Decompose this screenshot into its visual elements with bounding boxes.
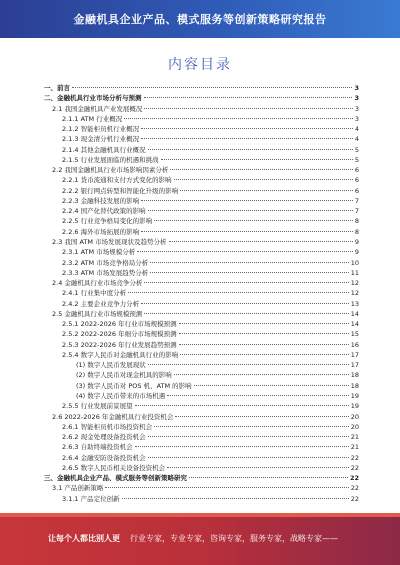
toc-entry-label: 2.1.4 其他金融机具行业概况 bbox=[62, 145, 146, 154]
toc-dot-leader bbox=[141, 128, 353, 129]
toc-entry[interactable] bbox=[44, 247, 359, 257]
toc-entry-page: 19 bbox=[350, 402, 359, 411]
toc-entry-label: (3) 数字人民币对 POS 机、ATM 的影响 bbox=[76, 381, 192, 390]
toc-entry[interactable] bbox=[44, 381, 359, 391]
toc-dot-leader bbox=[148, 210, 353, 211]
toc-dot-leader bbox=[170, 169, 352, 170]
toc-entry[interactable] bbox=[44, 463, 359, 473]
toc-entry-page: 5 bbox=[354, 145, 359, 154]
toc-entry-label: 2.6.1 智能柜员机市场投资机会 bbox=[62, 422, 153, 431]
toc-entry-page: 13 bbox=[350, 299, 359, 308]
toc-entry-page: 7 bbox=[354, 196, 359, 205]
toc-entry-page: 18 bbox=[350, 371, 359, 380]
toc-entry-label: 2.2.3 金融科技发展的影响 bbox=[62, 196, 140, 205]
toc-dot-leader bbox=[180, 354, 349, 355]
toc-entry-label: 2.6.2 现金处理设备投资机会 bbox=[62, 433, 146, 442]
toc-dot-leader bbox=[128, 292, 349, 293]
toc-entry[interactable] bbox=[44, 473, 359, 483]
toc-entry-page: 15 bbox=[350, 330, 359, 339]
toc-entry-label: 2.2.2 银行网点转型和智能化升级的影响 bbox=[62, 186, 179, 195]
toc-dot-leader bbox=[141, 303, 349, 304]
toc-entry-page: 9 bbox=[354, 248, 359, 257]
toc-entry-label: 2.4 金融机具行业市场竞争分析 bbox=[52, 279, 143, 288]
toc-entry[interactable] bbox=[44, 134, 359, 144]
toc-entry-label: 2.5 金融机具行业市场规模预测 bbox=[52, 309, 143, 318]
toc-entry-label: 2.6.4 金融安防设备投资机会 bbox=[62, 453, 146, 462]
table-of-contents bbox=[44, 83, 359, 504]
toc-entry[interactable] bbox=[44, 350, 359, 360]
toc-entry[interactable] bbox=[44, 165, 359, 175]
toc-dot-leader bbox=[161, 159, 353, 160]
toc-entry-page: 20 bbox=[350, 422, 359, 431]
toc-entry-page: 12 bbox=[350, 289, 359, 298]
toc-entry[interactable] bbox=[44, 145, 359, 155]
toc-entry-label: 2.2.5 行业竞争格局变化的影响 bbox=[62, 217, 153, 226]
toc-dot-leader bbox=[144, 108, 352, 109]
toc-entry[interactable] bbox=[44, 391, 359, 401]
toc-entry[interactable] bbox=[44, 227, 359, 237]
toc-entry-page: 17 bbox=[350, 361, 359, 370]
toc-entry-label: 2.2 我国金融机具行业市场影响因素分析 bbox=[52, 166, 169, 175]
toc-entry[interactable] bbox=[44, 196, 359, 206]
toc-dot-leader bbox=[174, 179, 353, 180]
toc-entry-page: 14 bbox=[350, 309, 359, 318]
toc-entry-page: 9 bbox=[354, 237, 359, 246]
toc-entry[interactable] bbox=[44, 319, 359, 329]
toc-entry-label: 2.5.2 2022-2026 年细分市场规模预测 bbox=[62, 330, 177, 339]
toc-entry-label: 2.2.4 国产化替代政策的影响 bbox=[62, 207, 146, 216]
toc-entry-label: 2.4.1 行业集中度分析 bbox=[62, 289, 127, 298]
toc-dot-leader bbox=[148, 436, 349, 437]
toc-dot-leader bbox=[175, 416, 348, 417]
toc-entry[interactable] bbox=[44, 278, 359, 288]
toc-dot-leader bbox=[122, 498, 349, 499]
toc-dot-leader bbox=[154, 220, 353, 221]
toc-entry-page: 8 bbox=[354, 217, 359, 226]
toc-dot-leader bbox=[154, 426, 349, 427]
toc-entry-page: 5 bbox=[354, 155, 359, 164]
footer-tagline: 行业专家，专业专家，咨询专家，服务专家，战略专家—— bbox=[130, 534, 338, 543]
toc-entry-page: 10 bbox=[350, 258, 359, 267]
toc-dot-leader bbox=[141, 231, 353, 232]
toc-entry[interactable] bbox=[44, 453, 359, 463]
toc-dot-leader bbox=[144, 97, 353, 98]
toc-entry-page: 6 bbox=[354, 186, 359, 195]
toc-entry-label: 2.3 我国 ATM 市场发展现状及趋势分析 bbox=[52, 237, 167, 246]
toc-dot-leader bbox=[124, 118, 353, 119]
toc-entry-page: 4 bbox=[354, 125, 359, 134]
toc-entry[interactable] bbox=[44, 175, 359, 185]
toc-entry[interactable] bbox=[44, 268, 359, 278]
toc-entry-label: 3.1.1 产品定位创新 bbox=[62, 494, 120, 503]
toc-entry-label: 2.5.1 2022-2026 年行业市场规模预测 bbox=[62, 320, 177, 329]
toc-entry-page: 21 bbox=[350, 443, 359, 452]
toc-entry[interactable] bbox=[44, 401, 359, 411]
toc-dot-leader bbox=[179, 344, 349, 345]
toc-dot-leader bbox=[144, 313, 348, 314]
toc-entry-label: 2.1.2 智能柜员机行业概况 bbox=[62, 125, 140, 134]
toc-entry-page: 22 bbox=[350, 484, 359, 493]
toc-entry-label: 2.1.5 行业发展面临的机遇和挑战 bbox=[62, 155, 159, 164]
toc-dot-leader bbox=[179, 323, 349, 324]
header-banner bbox=[0, 0, 400, 38]
toc-entry-label: 2.2.6 海外市场拓展的影响 bbox=[62, 227, 140, 236]
toc-entry[interactable] bbox=[44, 206, 359, 216]
toc-entry-label: 2.5.5 行业发展前景展望 bbox=[62, 402, 133, 411]
toc-entry[interactable] bbox=[44, 124, 359, 134]
toc-entry[interactable] bbox=[44, 299, 359, 309]
toc-entry[interactable] bbox=[44, 186, 359, 196]
toc-entry[interactable] bbox=[44, 360, 359, 370]
toc-dot-leader bbox=[148, 364, 349, 365]
toc-entry-label: 二、金融机具行业市场分析与预测 bbox=[44, 94, 142, 103]
toc-entry-label: 三、金融机具企业产品、模式服务等创新策略研究 bbox=[44, 474, 187, 483]
toc-entry[interactable] bbox=[44, 309, 359, 319]
toc-entry-page: 16 bbox=[350, 340, 359, 349]
toc-entry[interactable] bbox=[44, 442, 359, 452]
toc-dot-leader bbox=[179, 333, 349, 334]
toc-entry-label: 2.2.1 货币流通和支付方式变化的影响 bbox=[62, 176, 172, 185]
toc-entry-label: 2.3.2 ATM 市场竞争格局分析 bbox=[62, 258, 149, 267]
toc-dot-leader bbox=[105, 487, 348, 488]
toc-entry[interactable] bbox=[44, 104, 359, 114]
toc-entry-label: (2) 数字人民币对现金机具的影响 bbox=[76, 371, 172, 380]
toc-entry-page: 22 bbox=[350, 453, 359, 462]
toc-entry[interactable] bbox=[44, 432, 359, 442]
toc-entry-label: 2.1.1 ATM 行业概况 bbox=[62, 114, 123, 123]
toc-entry-page: 4 bbox=[354, 135, 359, 144]
toc-entry[interactable] bbox=[44, 288, 359, 298]
toc-entry-label: 2.1.3 现金清分机行业概况 bbox=[62, 135, 140, 144]
toc-entry-page: 3 bbox=[354, 104, 359, 113]
toc-dot-leader bbox=[135, 446, 349, 447]
toc-entry[interactable] bbox=[44, 93, 359, 103]
toc-dot-leader bbox=[169, 241, 353, 242]
toc-dot-leader bbox=[180, 190, 353, 191]
toc-entry-label: 2.3.1 ATM 市场规模分析 bbox=[62, 248, 136, 257]
toc-entry-page: 12 bbox=[350, 279, 359, 288]
toc-entry-label: (1) 数字人民币发展现状 bbox=[76, 361, 146, 370]
toc-entry[interactable] bbox=[44, 216, 359, 226]
toc-entry-page: 3 bbox=[354, 84, 359, 92]
toc-dot-leader bbox=[144, 282, 348, 283]
toc-entry-label: 2.5.4 数字人民币对金融机具行业的影响 bbox=[62, 350, 179, 359]
toc-dot-leader bbox=[194, 385, 349, 386]
toc-entry[interactable] bbox=[44, 422, 359, 432]
toc-entry-label: 2.3.3 ATM 市场发展趋势分析 bbox=[62, 268, 149, 277]
toc-entry[interactable] bbox=[44, 494, 359, 504]
toc-dot-leader bbox=[137, 251, 353, 252]
toc-entry-page: 22 bbox=[349, 474, 359, 483]
toc-entry-label: 2.5.3 2022-2026 年行业发展趋势预测 bbox=[62, 340, 177, 349]
toc-entry-page: 3 bbox=[354, 114, 359, 123]
toc-dot-leader bbox=[141, 200, 353, 201]
toc-entry-page: 6 bbox=[354, 176, 359, 185]
toc-dot-leader bbox=[135, 405, 349, 406]
toc-dot-leader bbox=[167, 467, 349, 468]
toc-entry[interactable] bbox=[44, 370, 359, 380]
footer-banner bbox=[0, 513, 400, 565]
toc-entry-page: 21 bbox=[350, 433, 359, 442]
toc-dot-leader bbox=[167, 395, 348, 396]
toc-entry[interactable] bbox=[44, 340, 359, 350]
toc-entry-label: 2.4.2 主要企业竞争力分析 bbox=[62, 299, 140, 308]
toc-entry-page: 14 bbox=[350, 320, 359, 329]
header-title: 金融机具企业产品、模式服务等创新策略研究报告 bbox=[73, 13, 327, 26]
toc-entry-label: 2.6.3 自助终端投资机会 bbox=[62, 443, 133, 452]
toc-dot-leader bbox=[174, 374, 349, 375]
toc-entry[interactable] bbox=[44, 329, 359, 339]
toc-entry-page: 3 bbox=[354, 94, 359, 103]
toc-entry-page: 22 bbox=[350, 494, 359, 503]
toc-dot-leader bbox=[141, 138, 353, 139]
toc-entry-page: 11 bbox=[350, 268, 359, 277]
toc-entry-page: 17 bbox=[350, 350, 359, 359]
toc-dot-leader bbox=[189, 477, 348, 478]
toc-dot-leader bbox=[148, 457, 349, 458]
toc-entry-page: 20 bbox=[350, 412, 359, 421]
toc-entry[interactable] bbox=[44, 237, 359, 247]
toc-entry-label: 3.1 产品创新策略 bbox=[52, 484, 104, 493]
toc-dot-leader bbox=[150, 272, 349, 273]
toc-entry[interactable] bbox=[44, 258, 359, 268]
footer-accent-band bbox=[0, 513, 400, 517]
toc-entry-page: 6 bbox=[354, 166, 359, 175]
toc-entry-page: 18 bbox=[350, 381, 359, 390]
toc-entry[interactable] bbox=[44, 412, 359, 422]
toc-entry-label: 2.6 2022-2026 年金融机具行业投资机会 bbox=[52, 412, 174, 421]
toc-entry-label: 2.1 我国金融机具产业发展概况 bbox=[52, 104, 143, 113]
toc-entry-page: 8 bbox=[354, 227, 359, 236]
toc-title: 内容目录 bbox=[168, 57, 232, 73]
toc-entry-label: (4) 数字人民币带来的市场机遇 bbox=[76, 391, 166, 400]
toc-dot-leader bbox=[72, 87, 352, 88]
toc-entry-page: 19 bbox=[350, 391, 359, 400]
toc-dot-leader bbox=[150, 262, 349, 263]
footer-slogan: 让每个人都比别人更 bbox=[48, 534, 120, 543]
toc-entry-label: 一、前言 bbox=[44, 84, 70, 92]
toc-entry-page: 22 bbox=[350, 463, 359, 472]
toc-entry[interactable] bbox=[44, 83, 359, 93]
toc-entry-label: 2.6.5 数字人民币相关设备投资机会 bbox=[62, 463, 166, 472]
toc-entry[interactable] bbox=[44, 155, 359, 165]
toc-dot-leader bbox=[148, 149, 353, 150]
toc-entry[interactable] bbox=[44, 114, 359, 124]
toc-entry-page: 7 bbox=[354, 207, 359, 216]
toc-entry[interactable] bbox=[44, 483, 359, 493]
